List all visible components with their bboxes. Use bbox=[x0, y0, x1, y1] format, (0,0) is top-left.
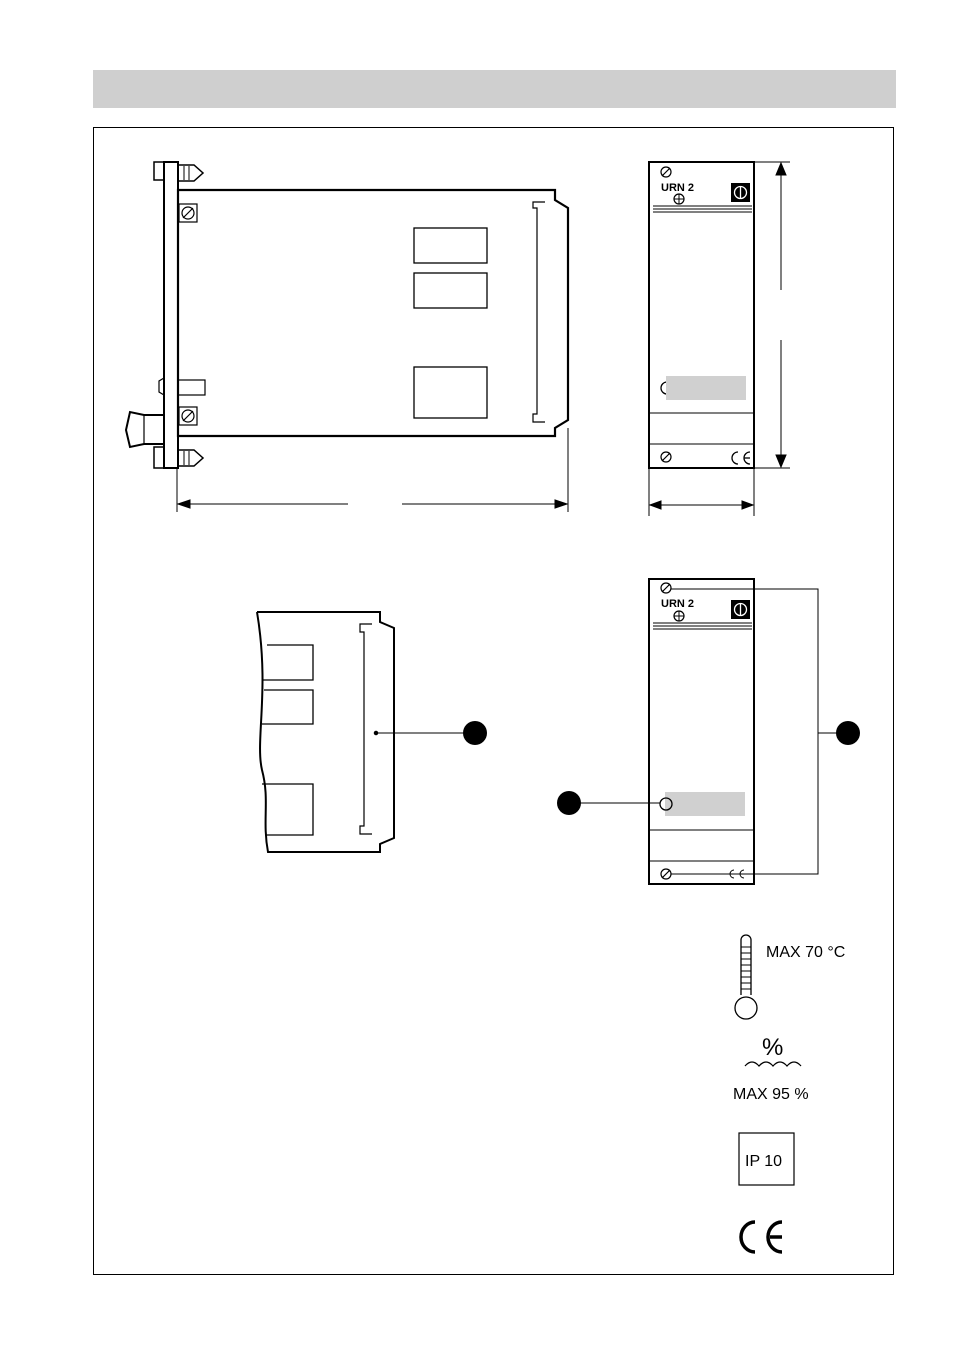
callout-marker bbox=[463, 721, 487, 745]
model-label: URN 2 bbox=[661, 598, 695, 610]
callout-bracket bbox=[671, 589, 818, 874]
brand-logo-icon bbox=[731, 600, 750, 619]
humidity-symbol: % bbox=[762, 1034, 784, 1061]
model-label: URN 2 bbox=[661, 182, 695, 194]
guide-pin-top bbox=[178, 165, 203, 181]
front-panel-view-callouts bbox=[557, 579, 860, 884]
width-dimension bbox=[649, 468, 754, 516]
label-field bbox=[666, 376, 746, 400]
partial-card-view bbox=[257, 612, 487, 852]
pull-handle bbox=[126, 412, 164, 447]
height-dimension bbox=[754, 162, 790, 468]
front-panel-view bbox=[649, 162, 790, 516]
thermometer-icon bbox=[735, 935, 757, 1019]
ce-mark-icon bbox=[741, 1222, 782, 1252]
ce-mark-icon bbox=[732, 452, 750, 464]
humidity-wave-icon bbox=[745, 1062, 801, 1066]
humidity-label: MAX 95 % bbox=[733, 1086, 809, 1103]
callout-marker bbox=[557, 791, 581, 815]
relay-component bbox=[414, 228, 487, 263]
side-view-card bbox=[126, 162, 568, 512]
temperature-label: MAX 70 °C bbox=[766, 944, 846, 961]
front-panel-edge bbox=[164, 162, 178, 468]
pcb-outline bbox=[178, 190, 568, 436]
label-field bbox=[665, 792, 745, 816]
edge-connector bbox=[533, 202, 545, 422]
brand-logo-icon bbox=[731, 183, 750, 202]
depth-dimension bbox=[177, 428, 568, 512]
relay-component bbox=[414, 273, 487, 308]
ip-rating-label: IP 10 bbox=[745, 1153, 783, 1170]
callout-marker bbox=[836, 721, 860, 745]
guide-pin-bottom bbox=[178, 450, 203, 466]
transformer-component bbox=[414, 367, 487, 418]
